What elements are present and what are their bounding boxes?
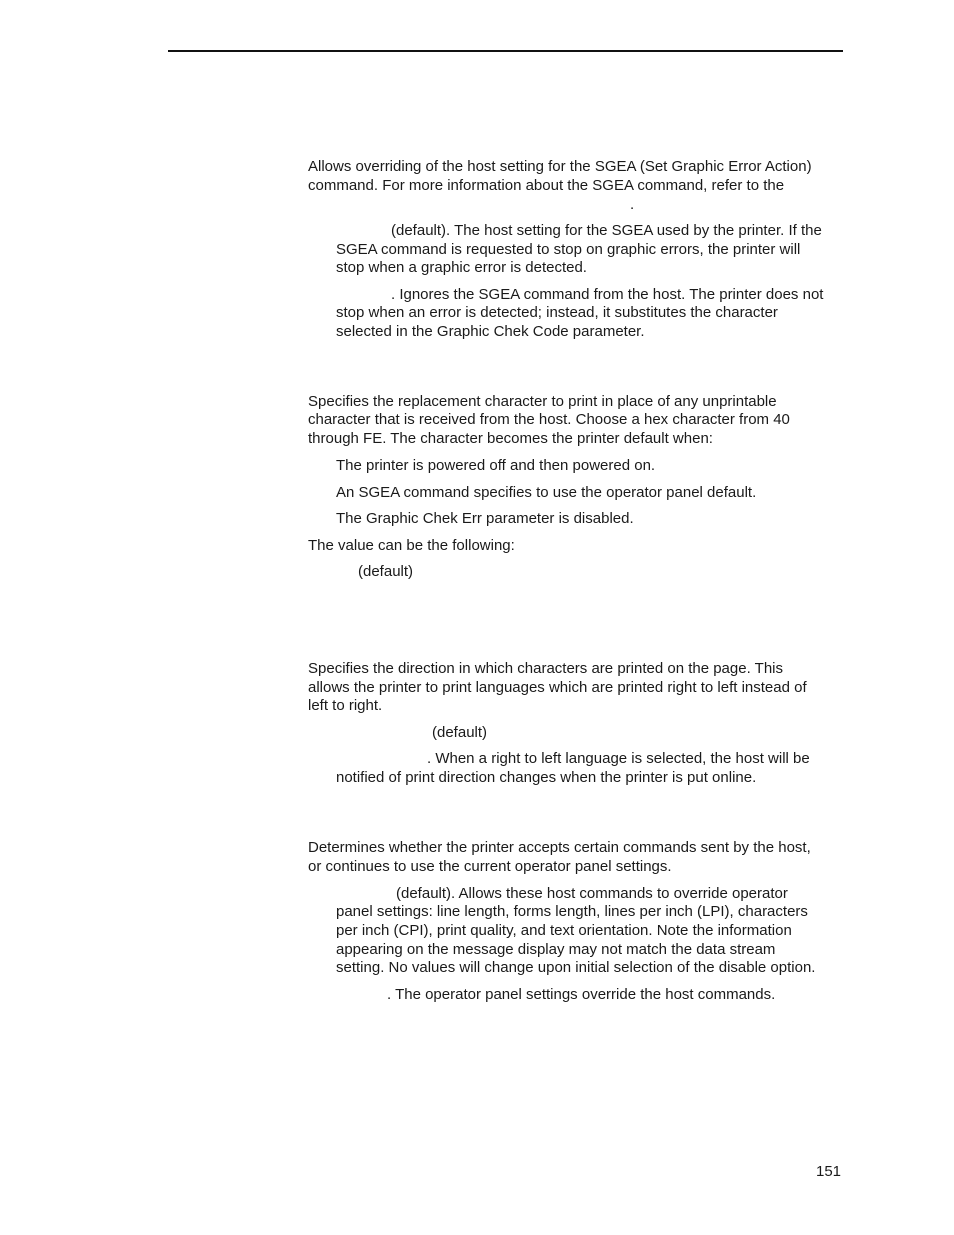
text-line: (default). Allows these host commands to override operator xyxy=(396,885,788,902)
text-line: character that is received from the host. Choose a hex character from 40 xyxy=(308,411,790,428)
text-line: (default) xyxy=(432,724,488,741)
text-line: . The operator panel settings override the host commands. xyxy=(387,986,776,1003)
text-line: An SGEA command specifies to use the operator panel default. xyxy=(336,484,757,501)
text-line: command. For more information about the SGEA command, refer to the xyxy=(308,177,785,194)
text-line: Specifies the direction in which characters are printed on the page. This xyxy=(308,660,783,677)
text-line: setting. No values will change upon initial selection of the disable option. xyxy=(336,959,816,976)
text-line: or continues to use the current operator panel settings. xyxy=(308,858,672,875)
text-line: The Graphic Chek Err parameter is disabled. xyxy=(336,510,634,527)
text-line: stop when an error is detected; instead, it substitutes the character xyxy=(336,304,778,321)
text-line: through FE. The character becomes the printer default when: xyxy=(308,430,713,447)
text-line: appearing on the message display may not match the data stream xyxy=(336,941,776,958)
text-line: panel settings: line length, forms length, lines per inch (LPI), characters xyxy=(336,903,808,920)
text-line: Specifies the replacement character to print in place of any unprintable xyxy=(308,393,777,410)
text-line: Determines whether the printer accepts certain commands sent by the host, xyxy=(308,839,811,856)
text-line: allows the printer to print languages which are printed right to left instead of xyxy=(308,679,807,696)
text-line: . Ignores the SGEA command from the host. The printer does not xyxy=(391,286,824,303)
text-line: . When a right to left language is selected, the host will be xyxy=(427,750,810,767)
text-line: left to right. xyxy=(308,697,383,714)
header-rule xyxy=(168,50,843,52)
text-line: (default) xyxy=(358,563,414,580)
text-line: notified of print direction changes when the printer is put online. xyxy=(336,769,757,786)
page-number: 151 xyxy=(816,1163,842,1180)
text-line: SGEA command is requested to stop on graphic errors, the printer will xyxy=(336,241,801,258)
text-line: (default). The host setting for the SGEA used by the printer. If the xyxy=(391,222,822,239)
text-line: The printer is powered off and then powered on. xyxy=(336,457,656,474)
text-line: stop when a graphic error is detected. xyxy=(336,259,587,276)
text-line: selected in the Graphic Chek Code parameter. xyxy=(336,323,645,340)
text-line: The value can be the following: xyxy=(308,537,515,554)
text-line: Allows overriding of the host setting for the SGEA (Set Graphic Error Action) xyxy=(308,158,812,175)
text-line: . xyxy=(630,196,635,213)
text-line: per inch (CPI), print quality, and text orientation. Note the information xyxy=(336,922,792,939)
